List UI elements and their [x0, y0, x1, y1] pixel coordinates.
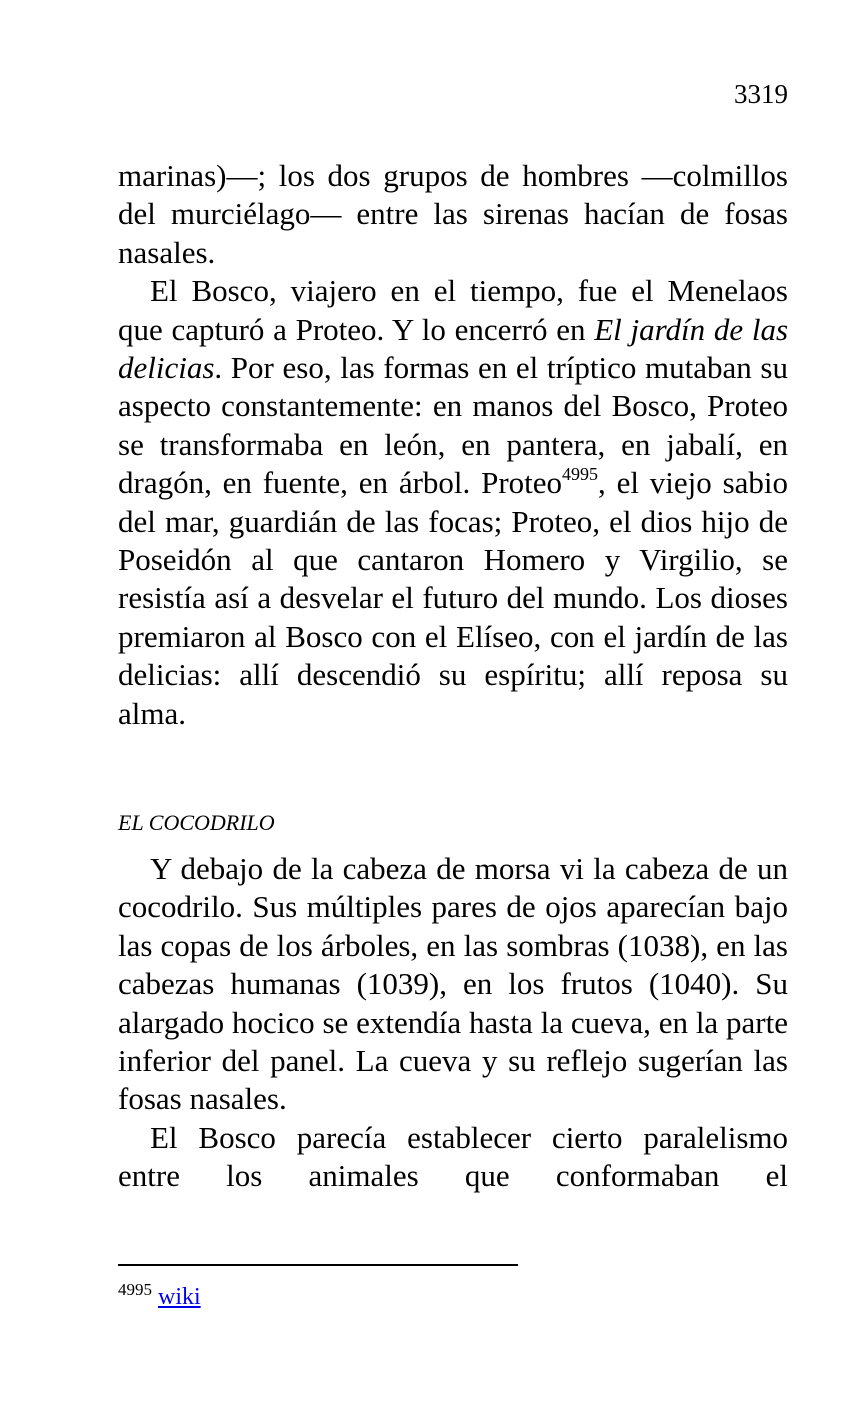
paragraph-text-part-2: . Por eso, las formas en el tríptico mutaban su aspecto constantemente: en manos del Bosco, Proteo se transformaba en león, en pantera, en jabalí, en dragón, en fuente, en árbol. Proteo	[118, 350, 788, 501]
paragraph-cocodrilo: Y debajo de la cabeza de morsa vi la cabeza de un cocodrilo. Sus múltiples pares de ojos aparecían bajo las copas de los árboles, en las sombras (1038), en las cabezas humanas (1039), en los frutos (1040). Su alargado hocico se extendía hasta la cueva, en la parte inferior del panel. La cueva y su reflejo sugerían las fosas nasales.	[118, 851, 788, 1117]
footnote-wiki-link[interactable]: wiki	[158, 1284, 201, 1310]
body-text-top	[118, 157, 788, 733]
page-number: 3319	[734, 79, 788, 109]
paragraph-proteo	[118, 272, 788, 733]
footnote-reference[interactable]: 4995	[562, 464, 599, 485]
paragraph-text-part-1: El Bosco, viajero en el tiempo, fue el Menelaos que capturó a Proteo. Y lo encerró en	[118, 273, 788, 347]
paragraph-paralelismo: El Bosco parecía establecer cierto paralelismo entre los animales que conformaban el	[118, 1119, 788, 1194]
footnote	[118, 1282, 201, 1312]
paragraph-text-part-3: , el viejo sabio del mar, guardián de las focas; Proteo, el dios hijo de Poseidón al que cantaron Homero y Virgilio, se resistía así a desvelar el futuro del mundo. Los dioses premiaron al Bosco con el Elíseo, con el jardín de las delicias: allí descendió su espíritu; allí reposa su alma.	[118, 465, 789, 731]
body-text-bottom	[118, 850, 788, 1196]
artwork-title: El jardín de las delicias	[118, 311, 789, 386]
footnote-number: 4995	[118, 1280, 152, 1299]
paragraph-continuation: marinas)—; los dos grupos de hombres —colmillos del murciélago— entre las sirenas hacían de fosas nasales.	[118, 158, 788, 270]
footnote-divider	[118, 1264, 518, 1266]
section-heading: EL COCODRILO	[118, 810, 275, 835]
